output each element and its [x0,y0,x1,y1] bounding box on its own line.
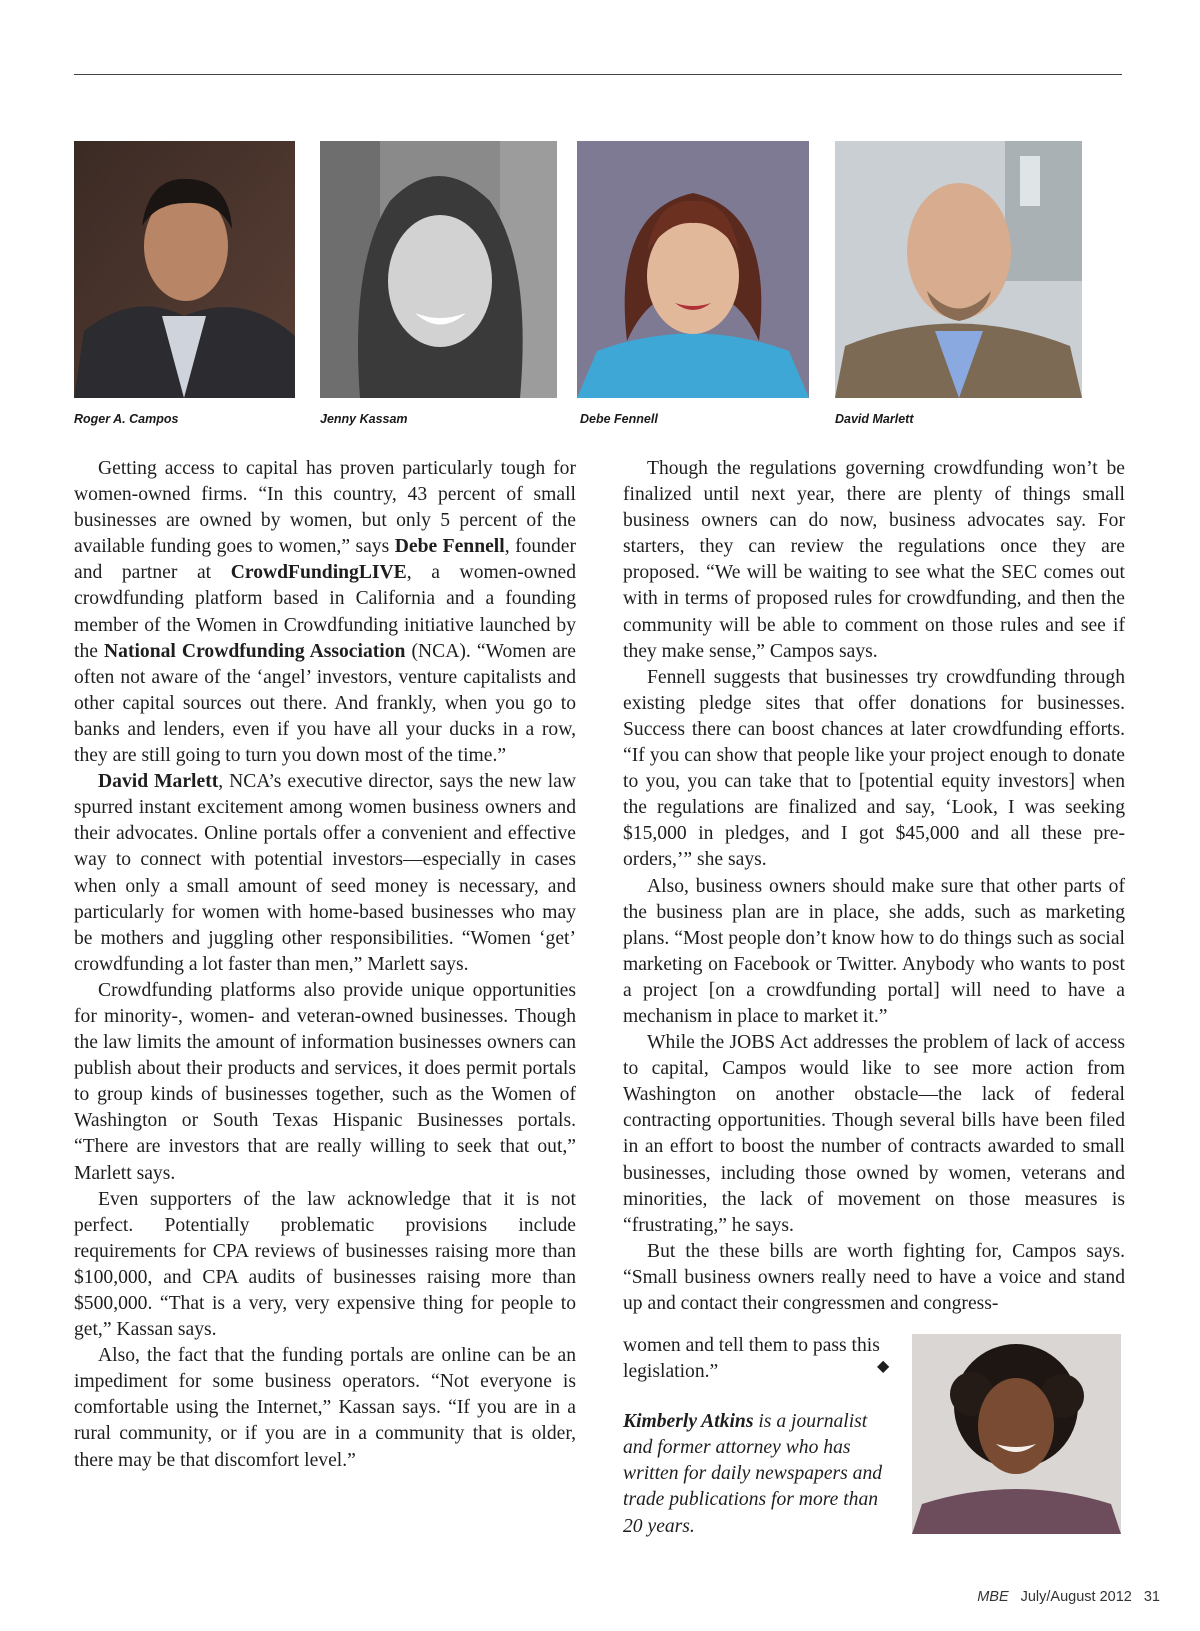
paragraph-text: Fennell suggests that businesses try crowdfunding through existing pledge sites that offer donations for businesses. Success there can boost chances at later crowdfunding efforts. “If you can show that people like your project enough to donate to you, you can take that to [potential equity investors] when the regulations are finalized and say, ‘Look, I was seeking $15,000 in pledges, and I got $45,000 and all these pre-orders,’” she says. [623,666,1125,871]
article-ending [623,1333,899,1540]
right_column-paragraph [623,874,1125,1031]
right_column-paragraph [623,1030,1125,1239]
paragraph-text: , a women-owned crowdfunding platform based in California and a founding member of the Women in Crowdfunding initiative launched by the [74,562,576,662]
end-of-article-diamond-icon: ◆ [877,1358,890,1375]
caption-roger-campos: Roger A. Campos [74,412,179,426]
article-column-right [623,456,1125,1317]
left_column-paragraph [74,978,576,1187]
paragraph-text: Even supporters of the law acknowledge that it is not perfect. Potentially problematic provisions include requirements for CPA reviews of businesses raising more than $100,000, and CPA audits of businesses raising more than $500,000. “That is a very, very expensive thing for people to get,” Kassan says. [74,1188,576,1341]
header-rule [74,74,1122,75]
left_column-paragraph [74,1187,576,1344]
caption-david-marlett: David Marlett [835,412,914,426]
article-column-left [74,456,576,1474]
caption-jenny-kassam: Jenny Kassam [320,412,408,426]
photo-roger-campos [74,141,295,398]
portrait-row [0,141,1200,401]
author-name: Kimberly Atkins [623,1411,754,1433]
caption-debe-fennell: Debe Fennell [580,412,658,426]
bold-name: Debe Fennell [394,536,505,558]
right_column-paragraph [623,456,1125,665]
footer-issue: July/August 2012 [1020,1589,1132,1605]
author-bio [623,1409,899,1539]
paragraph-text: While the JOBS Act addresses the problem of lack of access to capital, Campos would like to see more action from Washington on another obstacle—the lack of federal contracting opportunities. Though several bills have been filed in an effort to boost the number of contracts awarded to small businesses, including those owned by women, veterans and minorities, the lack of movement on those measures is “frustrating,” he says. [623,1032,1125,1236]
page-number: 31 [1143,1589,1160,1605]
bold-name: David Marlett [98,771,219,793]
photo-debe-fennell [577,141,809,398]
paragraph-text: Crowdfunding platforms also provide unique opportunities for minority-, women- and veteran-owned businesses. Though the law limits the amount of information businesses owners can publish about their products and services, it does permit portals to group kinds of businesses together, such as the Women of Washington or South Texas Hispanic Businesses portals. “There are investors that are really willing to seek that out,” Marlett says. [74,979,576,1184]
bold-name: CrowdFundingLIVE [230,562,407,584]
author-bio-text: is a journalist and former attorney who has written for daily newspapers and trade publications for more than 20 years. [623,1411,883,1537]
footer-magazine: MBE [977,1589,1009,1605]
paragraph-text: , NCA’s executive director, says the new law spurred instant excitement among women business owners and their advocates. Online portals offer a convenient and effective way to connect with potential investors—especially in cases when only a small amount of seed money is necessary, and particularly for women with home-based businesses who may be mothers and juggling other responsibilities. “Women ‘get’ crowdfunding a lot faster than men,” Marlett says. [74,771,576,975]
bold-name: National Crowdfunding Association [104,640,406,662]
page-footer [977,1589,1160,1605]
paragraph-text: , founder and partner at [74,536,576,584]
paragraph-text: Getting access to capital has proven particularly tough for women-owned firms. “In this country, 43 percent of small businesses are owned by women, but only 5 percent of the available funding goes to women,” says [74,458,576,558]
paragraph-text: But the these bills are worth fighting for, Campos says. “Small business owners really need to have a voice and stand up and contact their congressmen and congress- [623,1240,1125,1314]
left_column-paragraph [74,1343,576,1473]
paragraph-text: Also, the fact that the funding portals are online can be an impediment for some business operators. “Not everyone is comfortable using the Internet,” Kassan says. “If you are in a rural community, or if you are in a community that is older, there may be that discomfort level.” [74,1345,576,1471]
paragraph-text: (NCA). “Women are often not aware of the ‘angel’ investors, venture capitalists and other capital sources out there. And frankly, when you go to banks and lenders, even if you have all your ducks in a row, they are still going to turn you down most of the time.” [74,640,576,767]
paragraph-text: Though the regulations governing crowdfunding won’t be finalized until next year, there are plenty of things small business owners can do now, business advocates say. For starters, they can review the regulations once they are proposed. “We will be waiting to see what the SEC comes out with in terms of proposed rules for crowdfunding, and then the community will be able to comment on those rules and see if they make sense,” Campos says. [623,458,1125,662]
right_column-paragraph [623,665,1125,874]
photo-kimberly-atkins [912,1334,1121,1534]
photo-jenny-kassam [320,141,557,398]
closing-text: women and tell them to pass this legislation.” [623,1335,880,1383]
paragraph-text: Also, business owners should make sure that other parts of the business plan are in place, she adds, such as marketing plans. “Most people don’t know how to do things such as social marketing on Facebook or Twitter. Anybody who wants to post a project [on a crowdfunding portal] will need to have a mechanism in place to market it.” [623,875,1125,1027]
photo-david-marlett [835,141,1082,398]
left_column-paragraph [74,769,576,978]
left_column-paragraph [74,456,576,769]
right_column-paragraph [623,1239,1125,1317]
